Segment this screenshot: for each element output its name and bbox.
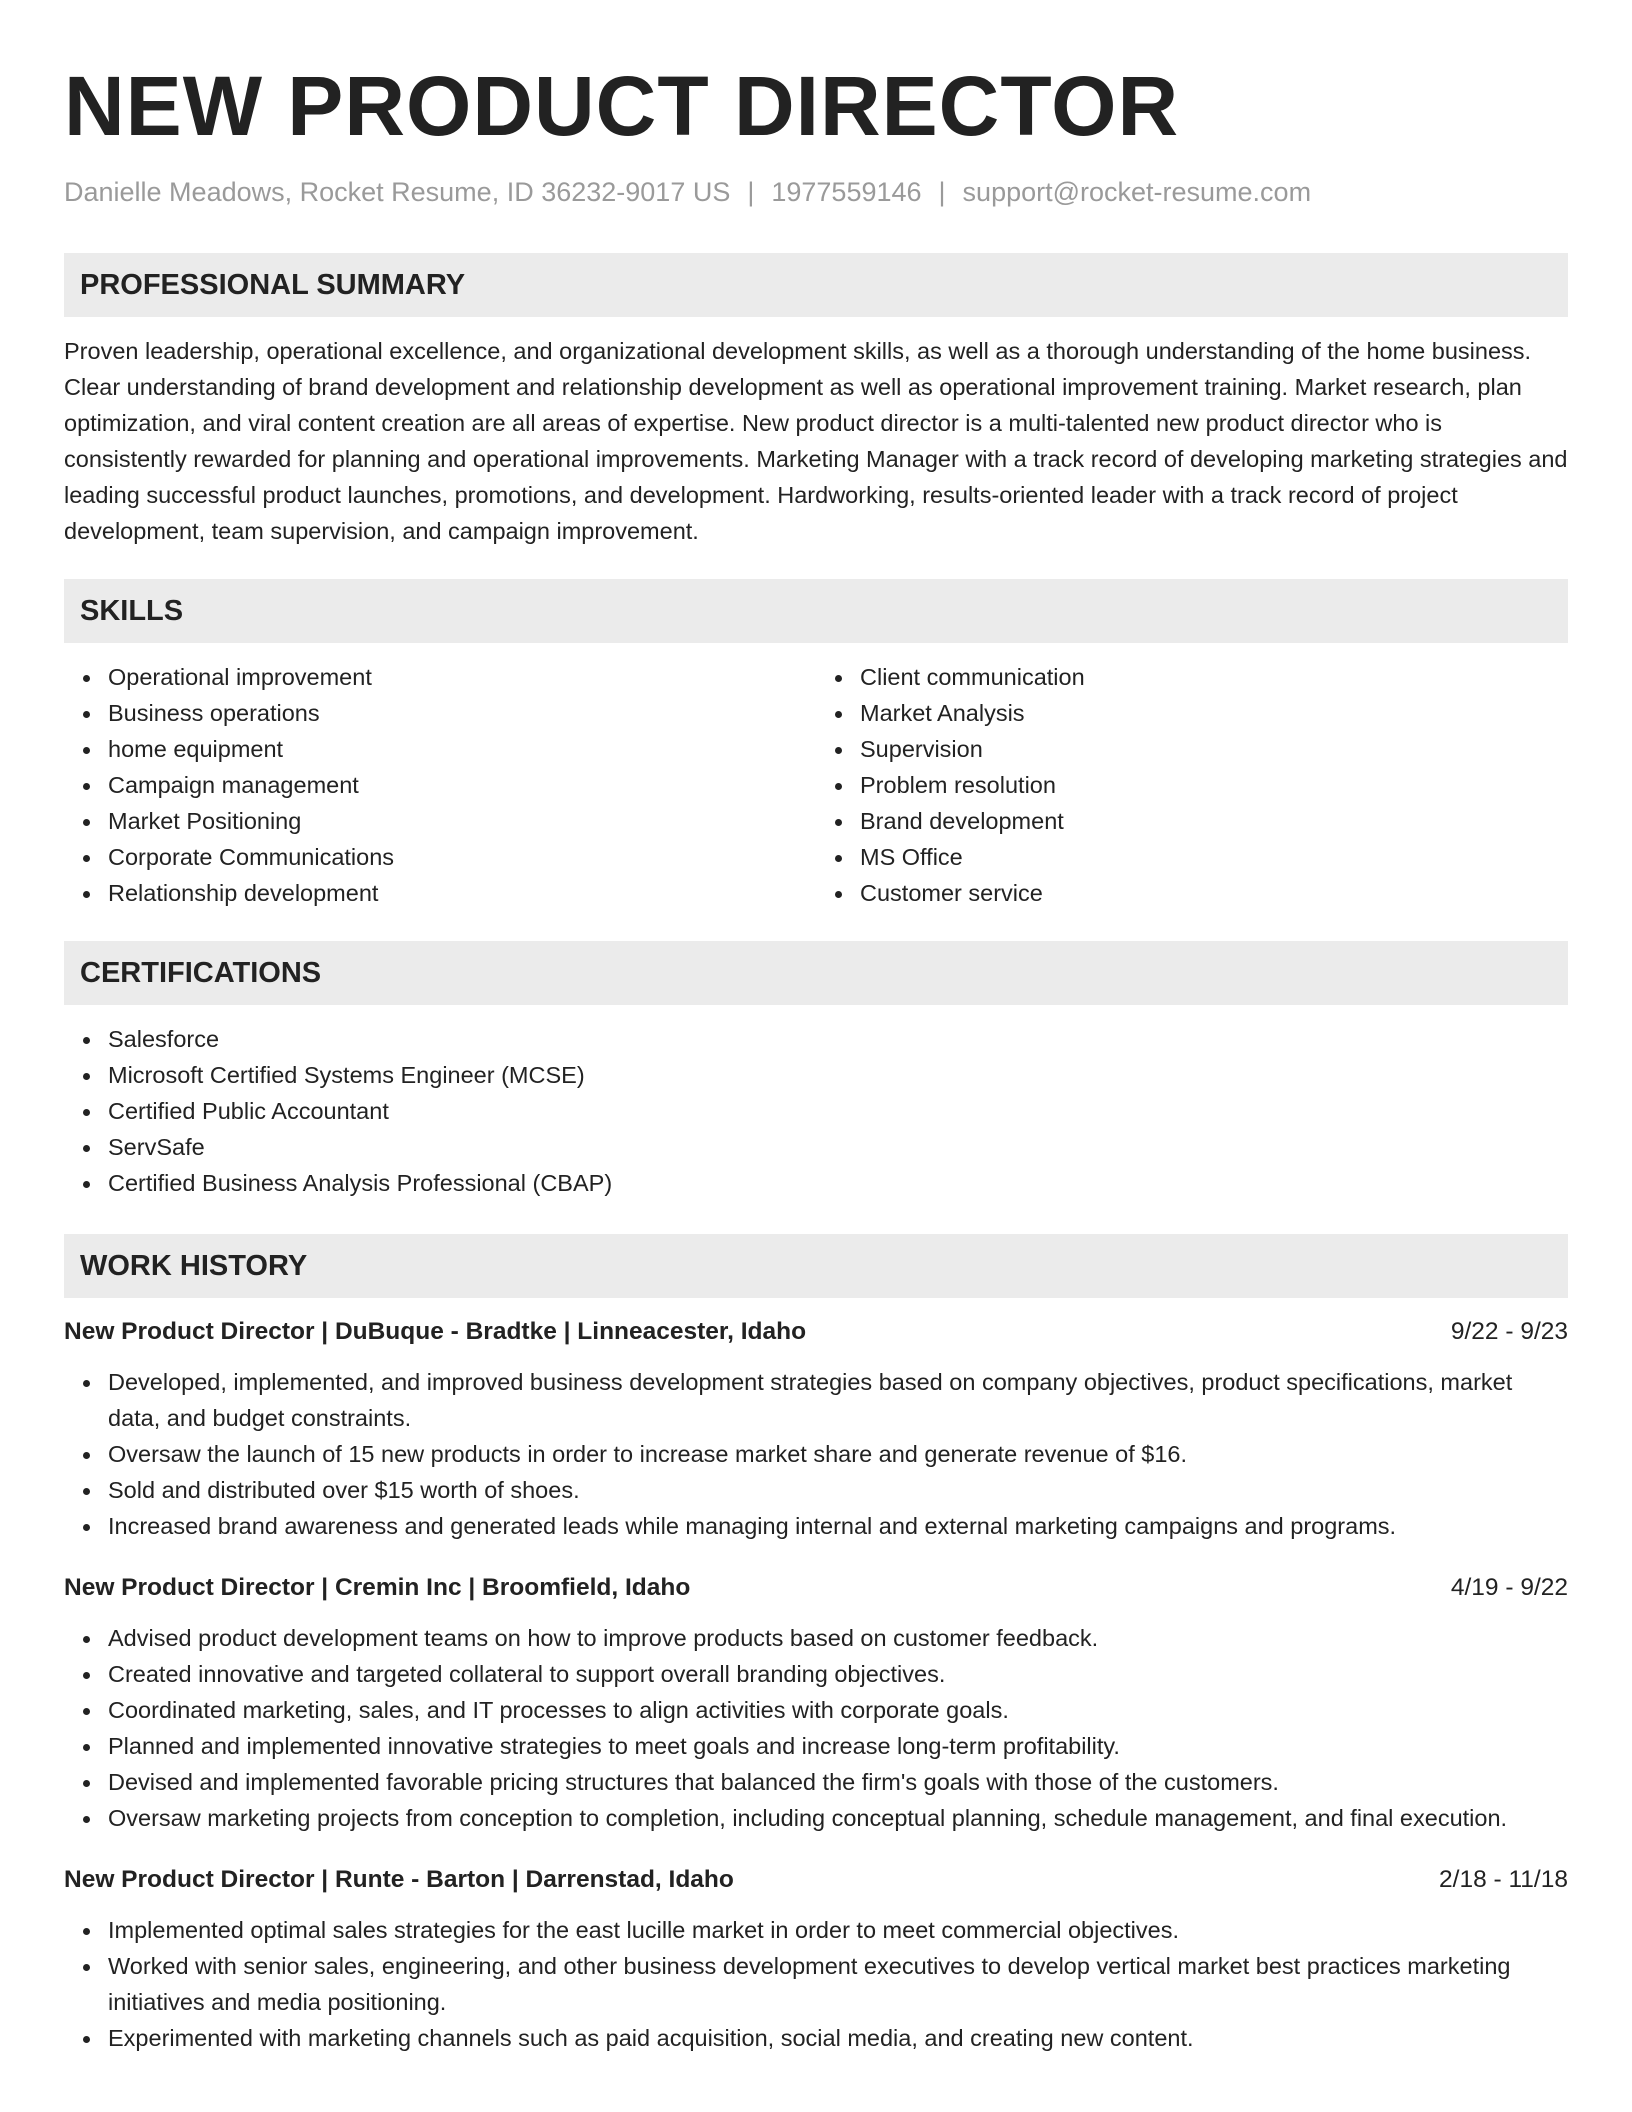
job-bullet: Increased brand awareness and generated leads while managing internal and external marketing campaigns and programs. xyxy=(108,1508,1568,1544)
certifications-list xyxy=(64,1021,1568,1201)
job-bullets xyxy=(64,1912,1568,2056)
certification-item: ServSafe xyxy=(108,1129,1568,1165)
skill-item: home equipment xyxy=(108,731,816,767)
resume-title: NEW PRODUCT DIRECTOR xyxy=(64,59,1180,153)
skill-item: Business operations xyxy=(108,695,816,731)
certifications-heading: CERTIFICATIONS xyxy=(64,941,1568,1005)
certification-item: Certified Public Accountant xyxy=(108,1093,1568,1129)
skill-item: Market Analysis xyxy=(860,695,1568,731)
skill-item: Brand development xyxy=(860,803,1568,839)
skills-right-list xyxy=(816,659,1568,911)
skill-item: Problem resolution xyxy=(860,767,1568,803)
skill-item: Corporate Communications xyxy=(108,839,816,875)
contact-line xyxy=(64,174,1568,210)
job-bullet: Experimented with marketing channels such as paid acquisition, social media, and creating new content. xyxy=(108,2020,1568,2056)
skills-left-list xyxy=(64,659,816,911)
job-title: New Product Director | DuBuque - Bradtke | Linneacester, Idaho xyxy=(64,1318,807,1345)
job-bullets xyxy=(64,1620,1568,1836)
skills-columns xyxy=(64,659,1568,911)
job-entry xyxy=(64,1314,1568,1544)
job-bullet: Developed, implemented, and improved business development strategies based on company objectives, product specifications, market data, and budget constraints. xyxy=(108,1364,1568,1436)
skill-item: Relationship development xyxy=(108,875,816,911)
job-bullet: Advised product development teams on how to improve products based on customer feedback. xyxy=(108,1620,1568,1656)
certification-item: Salesforce xyxy=(108,1021,1568,1057)
skill-item: Supervision xyxy=(860,731,1568,767)
job-header xyxy=(64,1314,1568,1350)
job-bullet: Coordinated marketing, sales, and IT processes to align activities with corporate goals. xyxy=(108,1692,1568,1728)
skills-heading: SKILLS xyxy=(64,579,1568,643)
contact-email: support@rocket-resume.com xyxy=(962,177,1312,207)
job-entry xyxy=(64,1570,1568,1836)
job-title: New Product Director | Runte - Barton | Darrenstad, Idaho xyxy=(64,1866,734,1893)
contact-separator: | xyxy=(938,177,946,207)
job-header xyxy=(64,1862,1568,1898)
job-bullets xyxy=(64,1364,1568,1544)
job-bullet: Oversaw the launch of 15 new products in order to increase market share and generate revenue of $16. xyxy=(108,1436,1568,1472)
skill-item: Operational improvement xyxy=(108,659,816,695)
certification-item: Microsoft Certified Systems Engineer (MCSE) xyxy=(108,1057,1568,1093)
job-entry xyxy=(64,1862,1568,2056)
job-bullet: Sold and distributed over $15 worth of shoes. xyxy=(108,1472,1568,1508)
summary-heading: PROFESSIONAL SUMMARY xyxy=(64,253,1568,317)
job-bullet: Oversaw marketing projects from conception to completion, including conceptual planning, schedule management, and final execution. xyxy=(108,1800,1568,1836)
skill-item: Campaign management xyxy=(108,767,816,803)
job-title: New Product Director | Cremin Inc | Broomfield, Idaho xyxy=(64,1574,691,1601)
job-bullet: Created innovative and targeted collateral to support overall branding objectives. xyxy=(108,1656,1568,1692)
work-history-heading: WORK HISTORY xyxy=(64,1234,1568,1298)
contact-separator: | xyxy=(747,177,755,207)
contact-address: Danielle Meadows, Rocket Resume, ID 36232-9017 US xyxy=(64,177,731,207)
contact-phone: 1977559146 xyxy=(771,177,922,207)
job-bullet: Implemented optimal sales strategies for the east lucille market in order to meet commercial objectives. xyxy=(108,1912,1568,1948)
job-dates: 9/22 - 9/23 xyxy=(1450,1318,1568,1345)
skill-item: Customer service xyxy=(860,875,1568,911)
skill-item: MS Office xyxy=(860,839,1568,875)
certification-item: Certified Business Analysis Professional (CBAP) xyxy=(108,1165,1568,1201)
job-dates: 4/19 - 9/22 xyxy=(1450,1574,1568,1601)
job-bullet: Worked with senior sales, engineering, and other business development executives to develop vertical market best practices marketing initiatives and media positioning. xyxy=(108,1948,1568,2020)
summary-text: Proven leadership, operational excellence, and organizational development skills, as well as a thorough understanding of the home business. Clear understanding of brand development and relationship development as well as operational improvement training. Market research, plan optimization, and viral content creation are all areas of expertise. New product director is a multi-talented new product director who is consistently rewarded for planning and operational improvements. Marketing Manager with a track record of developing marketing strategies and leading successful product launches, promotions, and development. Hardworking, results-oriented leader with a track record of project development, team supervision, and campaign improvement. xyxy=(64,338,1568,544)
skill-item: Market Positioning xyxy=(108,803,816,839)
job-dates: 2/18 - 11/18 xyxy=(1439,1866,1568,1893)
job-bullet: Devised and implemented favorable pricing structures that balanced the firm's goals with those of the customers. xyxy=(108,1764,1568,1800)
job-header xyxy=(64,1570,1568,1606)
skill-item: Client communication xyxy=(860,659,1568,695)
job-bullet: Planned and implemented innovative strategies to meet goals and increase long-term profitability. xyxy=(108,1728,1568,1764)
